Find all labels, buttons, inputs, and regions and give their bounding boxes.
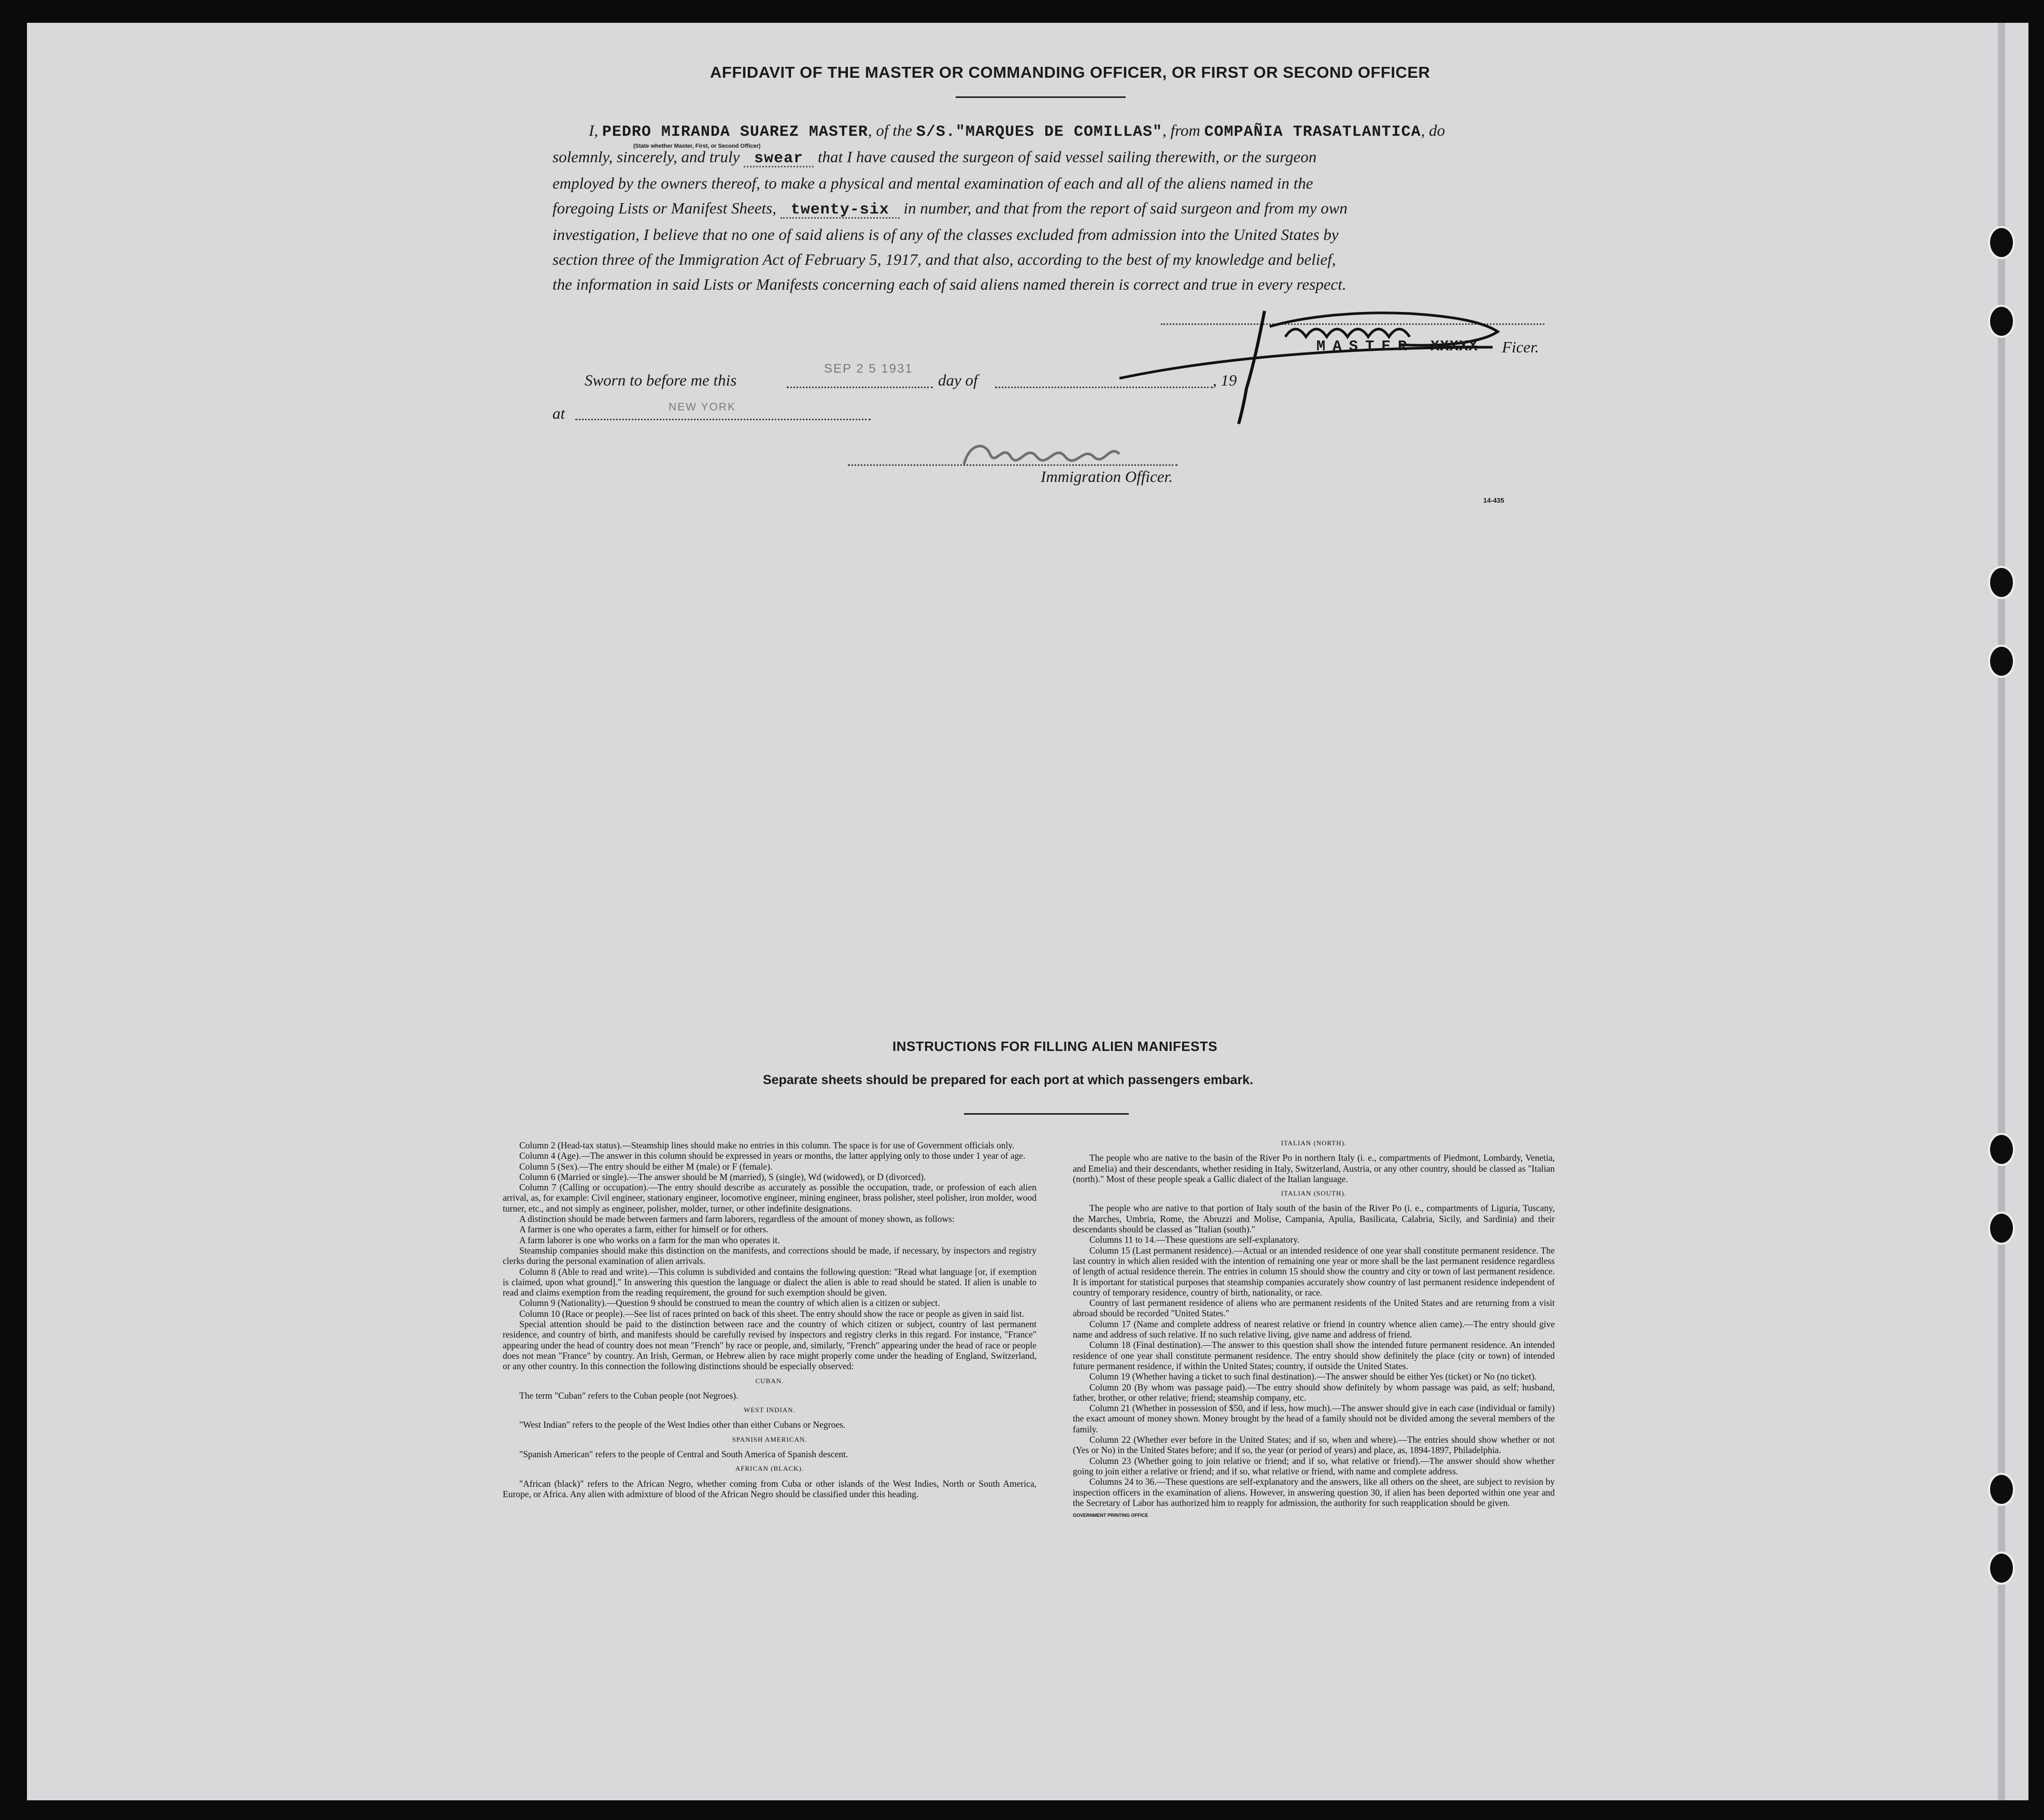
title-rule [956,96,1126,98]
binder-hole-icon [1988,566,2015,599]
at-line [575,419,871,420]
year-label: , 19 [1213,371,1237,389]
officer-name: PEDRO MIRANDA SUAREZ MASTER [602,123,868,141]
day-of-label: day of [938,371,978,389]
immigration-officer-label: Immigration Officer. [1041,467,1173,486]
signature-suffix: Ficer. [1502,338,1539,356]
bleed-through: · · · · · · · · · · · · · · · · · · · · · · · · · · · · · · · · · · · · · · · · · · · · · · [466,580,1033,592]
at-label: at [552,404,565,422]
instructions-subtitle: Separate sheets should be prepared for each port at which passengers embark. [763,1073,1254,1087]
oath-word: swear [754,150,804,167]
affidavit-text: I, PEDRO MIRANDA SUAREZ MASTER (State whether Master, First, or Second Officer) , of the S/S."MARQUES DE COMILLAS", from COMPAÑIA TRASATLANTICA, do solemnly, sincerely, and truly swear that I have caused the surgeon of said vessel sailing therewith, or the surgeon employed by the owners thereof, to make a physical and mental examination of each and all of the aliens named in the foregoing Lists or Manifest Sheets, twenty-six in number, and that from the report of said surgeon and from my own investigation, I believe that no one of said aliens is of any of the classes excluded from admission into the United States by section three of the Immigration Act of February 5, 1917, and that also, according to the best of my knowledge and belief, the information in said Lists or Manifests concerning each of said aliens named therein is correct and true in every respect. [552,121,1445,293]
company-name: COMPAÑIA TRASATLANTICA [1204,123,1421,141]
sworn-date-stamp: SEP 2 5 1931 [824,362,913,376]
binder-hole-icon [1988,226,2015,259]
instructions-title: INSTRUCTIONS FOR FILLING ALIEN MANIFESTS [892,1039,1218,1054]
binder-hole-icon [1988,645,2015,678]
signature-scribble [1088,290,1555,425]
page-edge [1998,23,2005,1800]
form-number: 14-435 [1483,496,1504,504]
sworn-date-line [787,387,933,388]
alien-count: twenty-six [790,201,889,219]
instructions-rule [964,1113,1129,1115]
binder-hole-icon [1988,1552,2015,1585]
signature-title: MASTER [1316,338,1414,355]
sworn-label: Sworn to before me this [585,371,737,389]
bleed-through: · · · · · · · · · · · · · · · · · · · · · · · · · · · · · · · · · · · · · · · · · · · · · · [466,466,1033,478]
officer-line [848,464,1177,466]
signature-struck: XXXXX [1430,338,1479,355]
binder-hole-icon [1988,1212,2015,1245]
month-line [995,387,1213,388]
instructions-right-column: ITALIAN (NORTH). The people who are native to the basin of the River Po in northern Italy (i. e., compartments of Piedmont, Lombardy, Venetia, and Emelia) and their descendants, whether residing in Italy, Switzerland, Austria, or any other country, should be classed as "Italian (north)." Most of these people speak a Gallic dialect of the Italian language. ITALIAN (SOUTH). The people who are native to that portion of Italy south of the basin of the River Po (i. e., compartments of Liguria, Tuscany, the Marches, Umbria, Rome, the Abruzzi and Molise, Campania, Apulia, Basilicata, Calabria, Sicily, and Sardinia) and their descendants should be classed as "Italian (south)." Columns 11 to 14.—These questions are self-explanatory. Column 15 (Last permanent residence).—Actual or an intended residence of one year shall constitute permanent residence. The last country in which alien resided with the intention of remaining one year or more shall be the last permanent residence regardless of length of actual residence therein. The entries in column 15 should show the country and city or town of last permanent residence. It is important for statistical purposes that steamship companies accurately show country of last permanent residence independent of country of temporary residence, country of birth, nationality, or race. Country of last permanent residence of aliens who are permanent residents of the United States and are returning from a visit abroad should be recorded "United States." Column 17 (Name and complete address of nearest relative or friend in country whence alien came).—The entry should give name and address of such relative. If no such relative living, give name and address of friend. Column 18 (Final destination).—The answer to this question shall show the intended future permanent residence. An intended residence of one year shall constitute permanent residence. The entry should show definitely the place (city or town) of intended future permanent residence, if within the United States; country, if outside the United States. Column 19 (Whether having a ticket to such final destination).—The answer should be either Yes (ticket) or No (no ticket). Column 20 (By whom was passage paid).—The entry should show definitely by whom passage was paid, as self; husband, father, brother, or other relative; friend; steamship company, etc. Column 21 (Whether in possession of $50, and if less, how much).—The answer should give in each case (individual or family) the exact amount of money shown. Money brought by the head of a family should not be divided among the several members of the family. Column 22 (Whether ever before in the United States; and if so, when and where).—The entries should show whether or not (Yes or No) in the United States before; and if so, the year (or period of years) and place, as, 1894-1897, Philadelphia. Column 23 (Whether going to join relative or friend; and if so, what relative or friend).—The answer should show whether going to join either a relative or friend; and if so, what relative or friend, with name and complete address. Columns 24 to 36.—These questions are self-explanatory and the answers, like all others on the sheet, are subject to revision by inspection officers in the examination of aliens. However, in answering question 30, if alien has been deported within one year and the Secretary of Labor has authorized him to reapply for admission, the authority for such reapplication should be given. GOVERNMENT PRINTING OFFICE [1073,1138,1555,1520]
binder-hole-icon [1988,1473,2015,1506]
binder-hole-icon [1988,305,2015,338]
vessel-name: S/S."MARQUES DE COMILLAS" [916,123,1162,141]
port-stamp: NEW YORK [669,401,736,413]
binder-hole-icon [1988,1133,2015,1166]
affidavit-title: AFFIDAVIT OF THE MASTER OR COMMANDING OFFICER, OR FIRST OR SECOND OFFICER [710,63,1430,81]
printer-mark: GOVERNMENT PRINTING OFFICE [1073,1513,1148,1518]
officer-note: (State whether Master, First, or Second Officer) [633,143,761,149]
instructions-left-column: Column 2 (Head-tax status).—Steamship lines should make no entries in this column. The space is for use of Government officials only. Column 4 (Age).—The answer in this column should be expressed in years or months, the latter applying only to those under 1 year of age. Column 5 (Sex).—The entry should be either M (male) or F (female). Column 6 (Married or single).—The answer should be M (married), S (single), Wd (widowed), or D (divorced). Column 7 (Calling or occupation).—The entry should describe as accurately as possible the occupation, trade, or profession of each alien arrival, as, for example: Civil engineer, stationary engineer, locomotive engineer, mining engineer, brass polisher, steel polisher, iron molder, wood turner, etc., and not simply as engineer, polisher, molder, turner, or other indefinite designations. A distinction should be made between farmers and farm laborers, regardless of the amount of money shown, as follows: A farmer is one who operates a farm, either for himself or for others. A farm laborer is one who works on a farm for the man who operates it. Steamship companies should make this distinction on the manifests, and corrections should be made, if necessary, by inspectors and registry clerks during the personal examination of alien arrivals. Column 8 (Able to read and write).—This column is subdivided and contains the following question: "Read what language [or, if exemption is claimed, upon what ground]." In answering this question the language or dialect the alien is able to read should be stated. If alien is unable to read and claims exemption from the reading requirement, the ground for such exemption should be given. Column 9 (Nationality).—Question 9 should be construed to mean the country of which alien is a citizen or subject. Column 10 (Race or people).—See list of races printed on back of this sheet. The entry should show the race or people as given in said list. Special attention should be paid to the distinction between race and the country of which citizen or subject, country of last permanent residence, and country of birth, and manifests should be carefully revised by inspectors and registry clerks in this regard. For instance, "France" appearing under the head of country does not mean "French" by race or people, and, similarly, "French" appearing under the head of race or people does not mean "France" by country. An Irish, German, or Hebrew alien by race might properly come under the heading of England, Switzerland, or any other country. In this connection the following distinctions should be especially observed: CUBAN. The term "Cuban" refers to the Cuban people (not Negroes). WEST INDIAN. "West Indian" refers to the people of the West Indies other than either Cubans or Negroes. SPANISH AMERICAN. "Spanish American" refers to the people of Central and South America of Spanish descent. AFRICAN (BLACK). "African (black)" refers to the African Negro, whether coming from Cuba or other islands of the West Indies, North or South America, Europe, or Africa. Any alien with admixture of blood of the African Negro should be classified under this heading. [503,1140,1037,1499]
